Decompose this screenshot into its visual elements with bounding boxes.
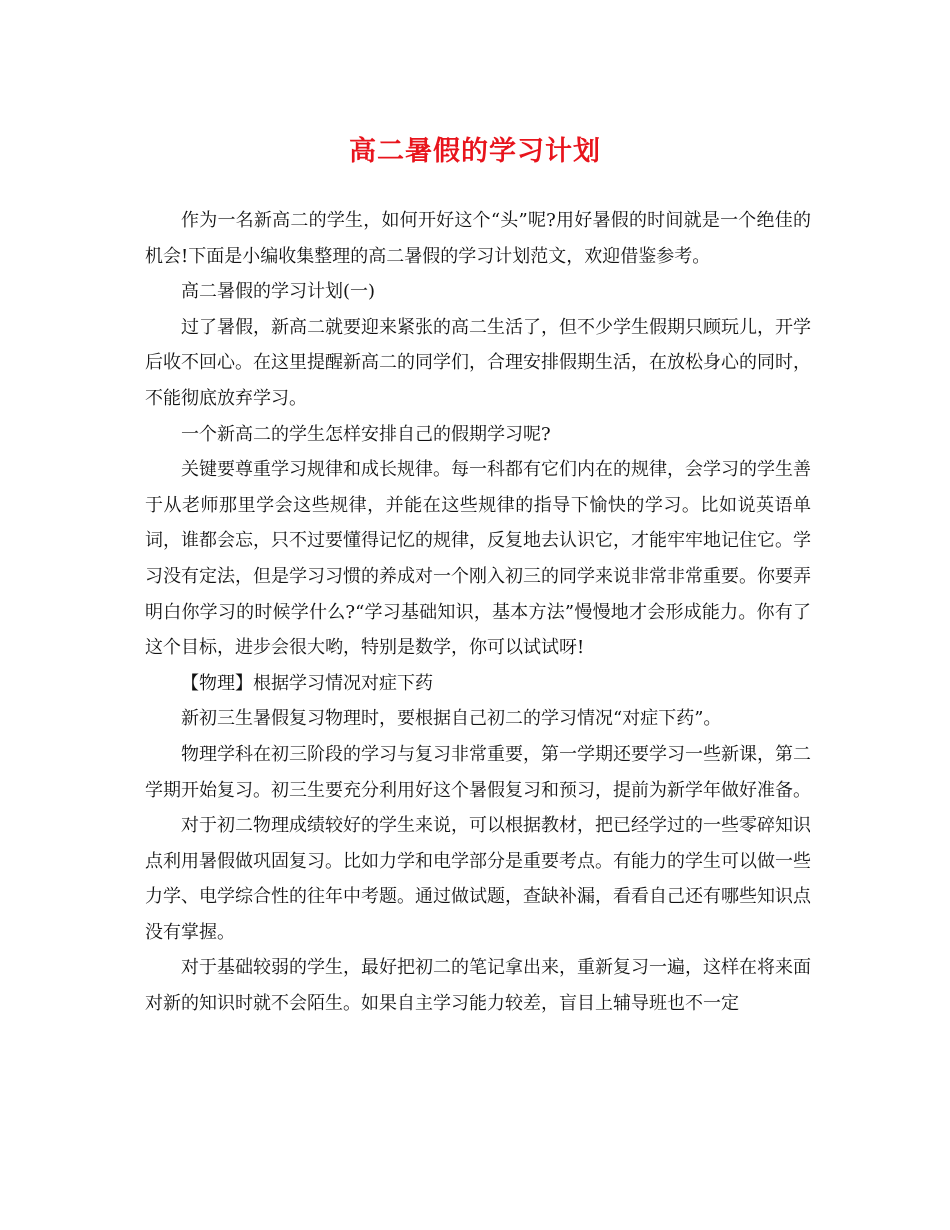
body-paragraph: 过了暑假，新高二就要迎来紧张的高二生活了，但不少学生假期只顾玩儿，开学后收不回心。在这里提醒新高二的同学们，合理安排假期生活，在放松身心的同时，不能彻底放弃学习。 bbox=[145, 316, 811, 409]
body-paragraph: 对于基础较弱的学生，最好把初二的笔记拿出来，重新复习一遍，这样在将来面对新的知识时就不会陌生。如果自主学习能力较差，盲目上辅导班也不一定 bbox=[145, 957, 811, 1015]
physics-heading: 【物理】根据学习情况对症下药 bbox=[181, 672, 433, 694]
intro-paragraph: 作为一名新高二的学生，如何开好这个“头”呢?用好暑假的时间就是一个绝佳的机会!下面是小编收集整理的高二暑假的学习计划范文，欢迎借鉴参考。 bbox=[145, 210, 811, 267]
document-body bbox=[145, 203, 811, 1022]
body-paragraph: 新初三生暑假复习物理时，要根据自己初二的学习情况“对症下药”。 bbox=[181, 708, 722, 730]
body-paragraph: 物理学科在初三阶段的学习与复习非常重要，第一学期还要学习一些新课，第二学期开始复习。初三生要充分利用好这个暑假复习和预习，提前为新学年做好准备。 bbox=[145, 743, 811, 801]
question-paragraph: 一个新高二的学生怎样安排自己的假期学习呢? bbox=[181, 423, 551, 445]
body-paragraph: 对于初二物理成绩较好的学生来说，可以根据教材，把已经学过的一些零碎知识点利用暑假做巩固复习。比如力学和电学部分是重要考点。有能力的学生可以做一些力学、电学综合性的往年中考题。通过做试题，查缺补漏，看看自己还有哪些知识点没有掌握。 bbox=[145, 815, 811, 943]
body-paragraph: 关键要尊重学习规律和成长规律。每一科都有它们内在的规律，会学习的学生善于从老师那里学会这些规律，并能在这些规律的指导下愉快的学习。比如说英语单词，谁都会忘，只不过要懂得记忆的规律，反复地去认识它，才能牢牢地记住它。学习没有定法，但是学习习惯的养成对一个刚入初三的同学来说非常非常重要。你要弄 明白你学习的时候学什么?“学习基础知识，基本方法”慢慢地才会形成能力。你有了这个目标，进步会很大哟，特别是数学，你可以试试呀! bbox=[145, 459, 811, 659]
section-heading: 高二暑假的学习计划(一) bbox=[181, 281, 376, 303]
document-title: 高二暑假的学习计划 bbox=[349, 136, 601, 167]
